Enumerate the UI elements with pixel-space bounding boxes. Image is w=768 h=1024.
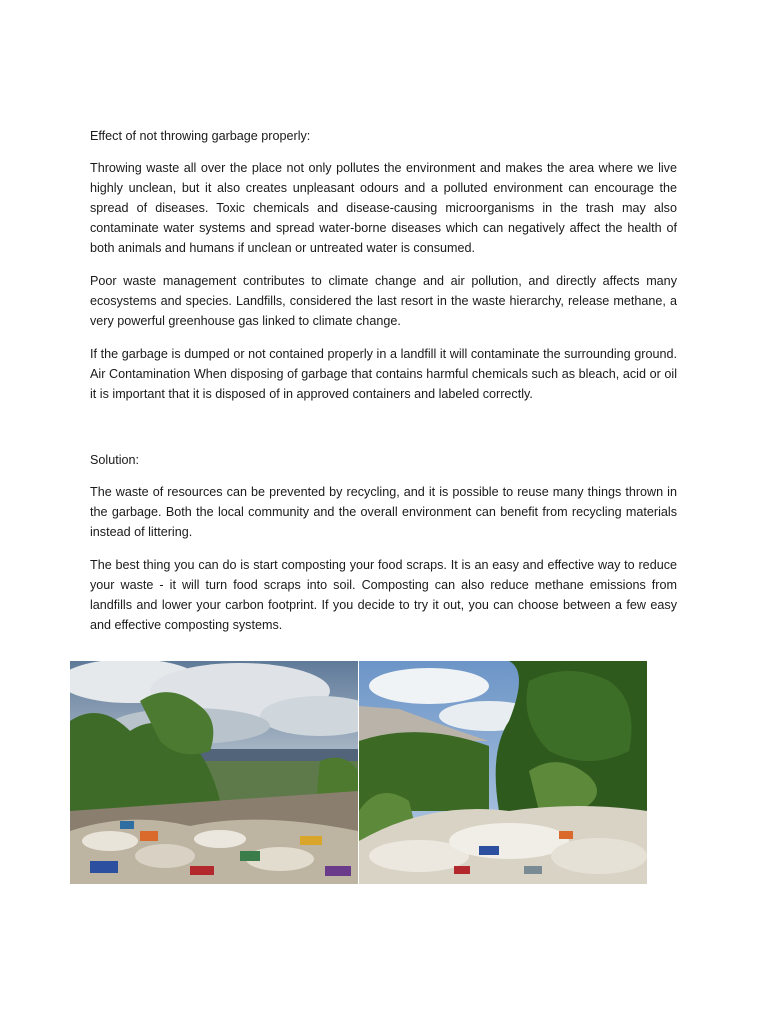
paragraph-solution-1: The waste of resources can be prevented by recycling, and it is possible to reuse many things thrown in the garbage. Both the local community and the overall environment can benefit from recycling materials instead of littering. (90, 485, 677, 539)
paragraph-effect-1: Throwing waste all over the place not only pollutes the environment and makes the area where we live highly unclean, but it also creates unpleasant odours and a polluted environment can encourage the spread of diseases. Toxic chemicals and disease-causing microorganisms in the trash may also contaminate water systems and spread water-borne diseases which can negatively affect the health of both animals and humans if unclean or untreated water is consumed. (90, 161, 677, 255)
landfill-photos (70, 661, 647, 884)
heading-solution: Solution: (90, 453, 140, 467)
paragraph-effect-2: Poor waste management contributes to climate change and air pollution, and directly affects many ecosystems and species. Landfills, considered the last resort in the waste hierarchy, release methane, a very powerful greenhouse gas linked to climate change. (90, 274, 677, 328)
paragraph-solution-2: The best thing you can do is start composting your food scraps. It is an easy and effective way to reduce your waste - it will turn food scraps into soil. Composting can also reduce methane emissions from landfills and lower your carbon footprint. If you decide to try it out, you can choose between a few easy and effective composting systems. (90, 558, 677, 632)
heading-effect: Effect of not throwing garbage properly: (90, 129, 311, 143)
landfill-photo-right (359, 661, 647, 884)
paragraph-effect-3: If the garbage is dumped or not contained properly in a landfill it will contaminate the surrounding ground. Air Contamination When disposing of garbage that contains harmful chemicals such as bleach, acid or oil it is important that it is disposed of in approved containers and labeled correctly. (90, 347, 677, 401)
landfill-photo-left (70, 661, 358, 884)
